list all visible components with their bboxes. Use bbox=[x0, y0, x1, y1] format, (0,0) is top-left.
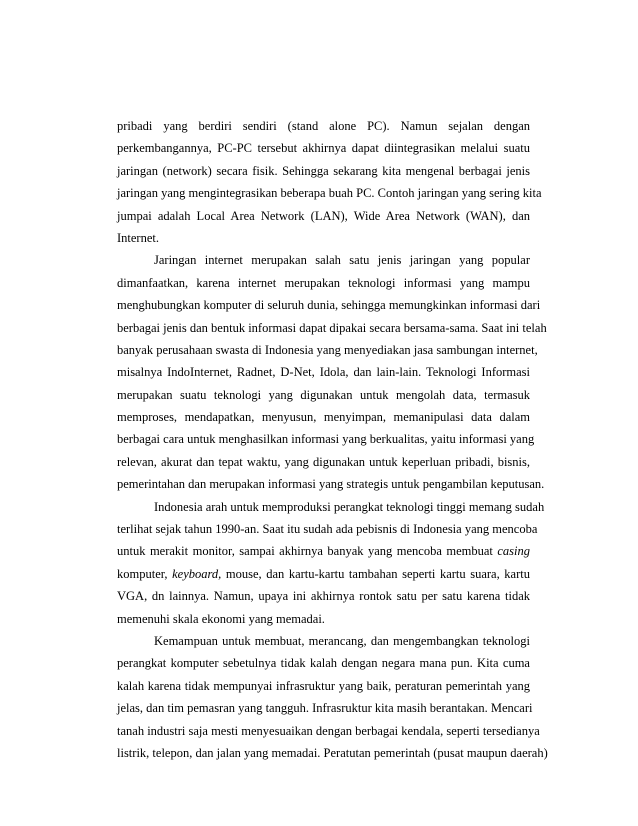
text-line: misalnya IndoInternet, Radnet, D-Net, Idola, dan lain-lain. Teknologi Informasi bbox=[117, 365, 530, 380]
text-line: perkembangannya, PC-PC tersebut akhirnya dapat diintegrasikan melalui suatu bbox=[117, 141, 530, 156]
text-line: banyak perusahaan swasta di Indonesia yang menyediakan jasa sambungan internet, bbox=[117, 342, 538, 357]
text-line: perangkat komputer sebetulnya tidak kalah dengan negara mana pun. Kita cuma bbox=[117, 656, 530, 671]
text-line: untuk merakit monitor, sampai akhirnya banyak yang mencoba membuat casing bbox=[117, 544, 530, 559]
text-line: relevan, akurat dan tepat waktu, yang digunakan untuk keperluan pribadi, bisnis, bbox=[117, 454, 530, 469]
text-line: jaringan yang mengintegrasikan beberapa buah PC. Contoh jaringan yang sering kita bbox=[117, 186, 542, 201]
italic-term: keyboard, bbox=[172, 566, 222, 581]
text-line: Kemampuan untuk membuat, merancang, dan mengembangkan teknologi bbox=[154, 633, 530, 648]
text-line: Jaringan internet merupakan salah satu jenis jaringan yang popular bbox=[154, 253, 530, 268]
text-line: berbagai jenis dan bentuk informasi dapat dipakai secara bersama-sama. Saat ini telah bbox=[117, 320, 547, 335]
text-line: tanah industri saja mesti menyesuaikan dengan berbagai kendala, seperti tersedianya bbox=[117, 723, 540, 738]
text-line: merupakan suatu teknologi yang digunakan untuk mengolah data, termasuk bbox=[117, 387, 530, 402]
text-line: jumpai adalah Local Area Network (LAN), Wide Area Network (WAN), dan bbox=[117, 208, 530, 223]
text-line: Indonesia arah untuk memproduksi perangkat teknologi tinggi memang sudah bbox=[154, 499, 545, 514]
text-line: menghubungkan komputer di seluruh dunia, sehingga memungkinkan informasi dari bbox=[117, 298, 541, 313]
text-line: komputer, keyboard, mouse, dan kartu-kartu tambahan seperti kartu suara, kartu bbox=[117, 566, 530, 581]
text-line: VGA, dn lainnya. Namun, upaya ini akhirnya rontok satu per satu karena tidak bbox=[117, 589, 530, 604]
text-line: jelas, dan tim pemasran yang tangguh. Infrasruktur kita masih berantakan. Mencari bbox=[117, 701, 533, 716]
text-line: berbagai cara untuk menghasilkan informasi yang berkualitas, yaitu informasi yang bbox=[117, 432, 535, 447]
text-line: dimanfaatkan, karena internet merupakan teknologi informasi yang mampu bbox=[117, 275, 530, 290]
text-line: jaringan (network) secara fisik. Sehingga sekarang kita mengenal berbagai jenis bbox=[117, 163, 530, 178]
text-line: memproses, mendapatkan, menyusun, menyimpan, memanipulasi data dalam bbox=[117, 410, 530, 425]
text-line: listrik, telepon, dan jalan yang memadai. Peratutan pemerintah (pusat maupun daerah) bbox=[117, 745, 548, 760]
body-text bbox=[117, 115, 548, 764]
text-line: kalah karena tidak mempunyai infrasruktur yang baik, peraturan pemerintah yang bbox=[117, 678, 530, 693]
text-line: memenuhi skala ekonomi yang memadai. bbox=[117, 611, 325, 626]
text-line: pribadi yang berdiri sendiri (stand alone PC). Namun sejalan dengan bbox=[117, 119, 530, 133]
italic-term: casing bbox=[497, 544, 530, 559]
text-line: pemerintahan dan merupakan informasi yang strategis untuk pengambilan keputusan. bbox=[117, 477, 545, 492]
text-line: terlihat sejak tahun 1990-an. Saat itu sudah ada pebisnis di Indonesia yang mencoba bbox=[117, 522, 538, 537]
text-line: Internet. bbox=[117, 230, 159, 245]
